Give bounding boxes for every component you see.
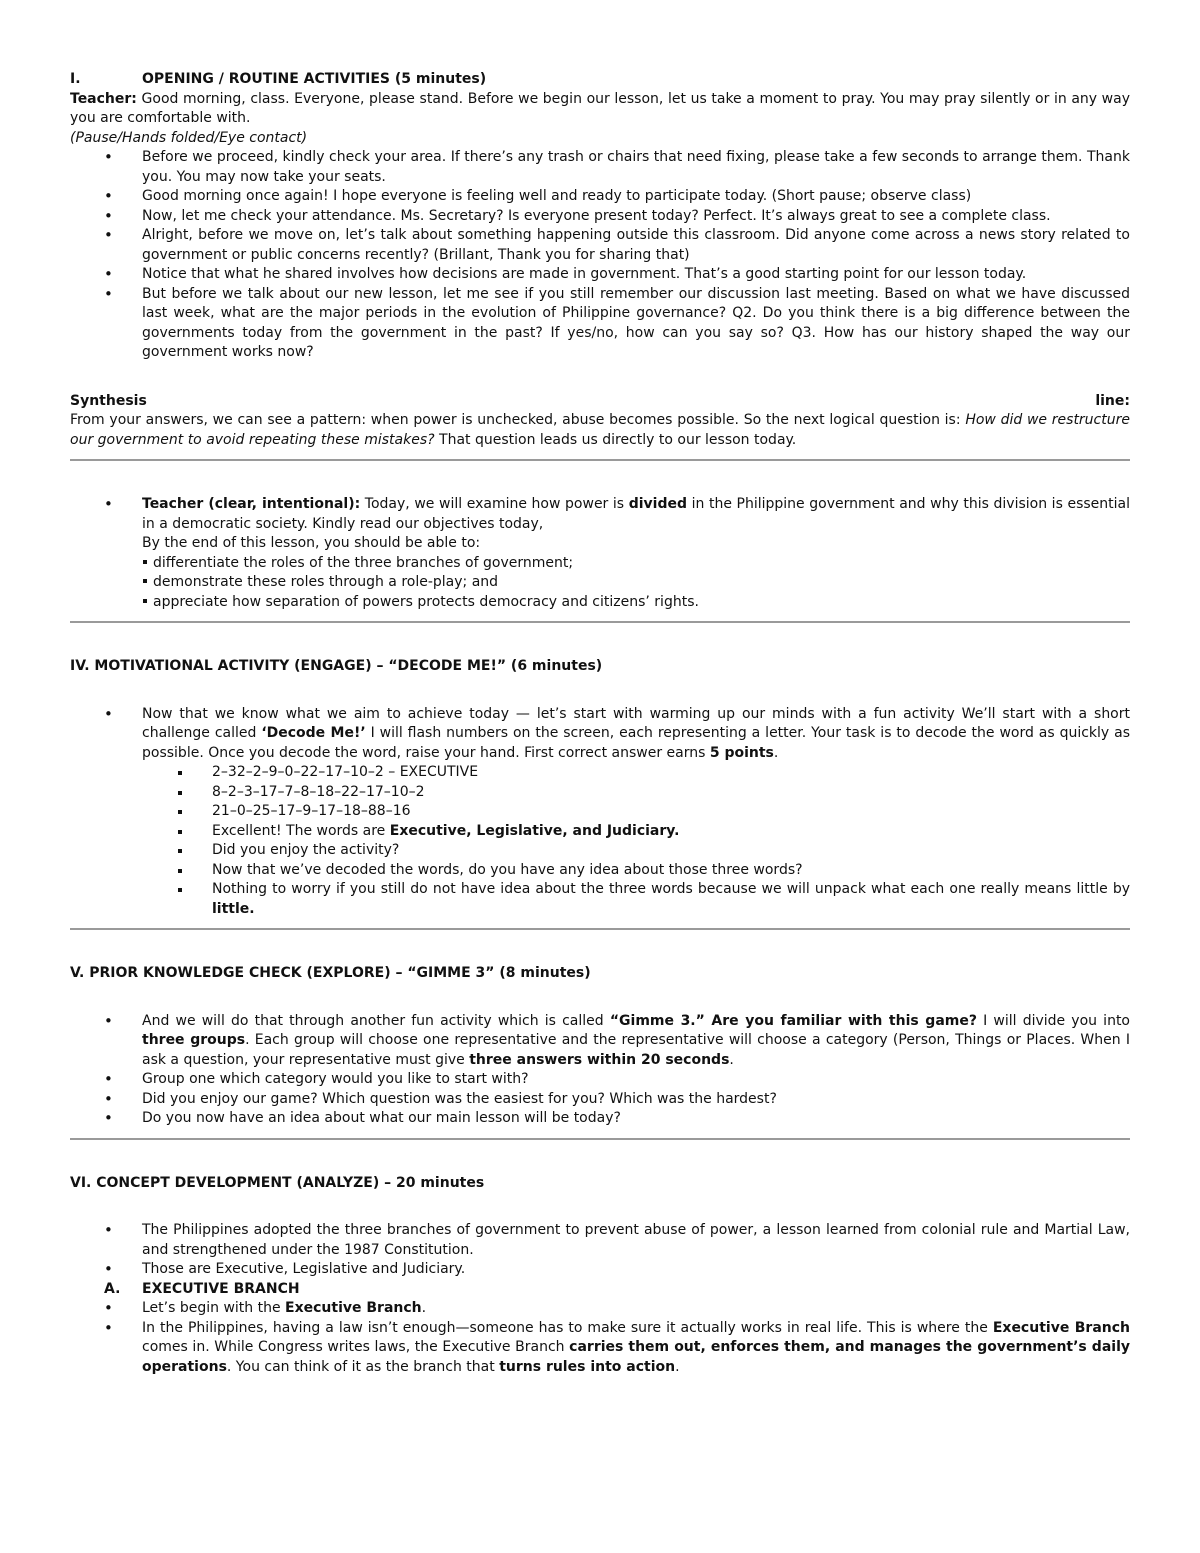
list-item: • Before we proceed, kindly check your area. If there’s any trash or chairs that need fixing, please take a few seconds to arrange them. Thank you. You may now take your seats.: [70, 148, 1130, 187]
executive-bullets: [70, 1299, 1130, 1377]
list-item: [70, 1319, 1130, 1378]
subsection-letter: A.: [104, 1280, 121, 1297]
pause-note: (Pause/Hands folded/Eye contact): [70, 129, 308, 146]
section-motivation-heading: IV. MOTIVATIONAL ACTIVITY (ENGAGE) – “DECODE ME!” (6 minutes): [70, 658, 603, 674]
objective-text: demonstrate these roles through a role-play; and: [153, 574, 499, 590]
three-words: Executive, Legislative, and Judiciary.: [389, 822, 680, 839]
list-item: • Did you enjoy our game? Which question was the easiest for you? Which was the hardest?: [70, 1090, 1130, 1110]
list-item: • Notice that what he shared involves how decisions are made in government. That’s a good starting point for our lesson today.: [70, 265, 1130, 285]
section-prior-heading: V. PRIOR KNOWLEDGE CHECK (EXPLORE) – “GIMME 3” (8 minutes): [70, 965, 591, 981]
concept-bullets: [70, 1221, 1130, 1280]
list-item: • Group one which category would you like to start with?: [70, 1070, 1130, 1090]
three-groups: three groups: [142, 1032, 246, 1048]
objective-text: appreciate how separation of powers protects democracy and citizens’ rights.: [153, 593, 699, 610]
prior-text-b: I will divide you into: [976, 1012, 1130, 1029]
executive-branch-bold: Executive Branch: [992, 1319, 1130, 1336]
text: Let’s begin with the: [142, 1300, 286, 1316]
objective-line: [142, 554, 1130, 574]
list-item: • Now, let me check your attendance. Ms. Secretary? Is everyone present today? Perfect. It’s always great to see a complete class.: [70, 207, 1130, 227]
objective-text: differentiate the roles of the three branches of government;: [153, 554, 574, 571]
text: . You can think of it as the branch that: [226, 1358, 500, 1375]
motivation-bullets: [70, 705, 1130, 764]
text: .: [675, 1358, 680, 1375]
list-item: • Those are Executive, Legislative and Judiciary.: [70, 1260, 1130, 1280]
synthesis-question: How did we restructure our government to avoid repeating these mistakes?: [70, 412, 1130, 448]
list-item: • But before we talk about our new lesson, let me see if you still remember our discussion last meeting. Based on what we have discussed last week, what are the major periods in the evolution of Philippine governance? Q2. Do you think there is a big difference between the governments today from the government in the past? If yes/no, how can you say so? Q3. How has our history shaped the way our government works now?: [70, 285, 1130, 363]
list-item: Did you enjoy the activity?: [70, 841, 1130, 861]
objectives-text-a: Today, we will examine how power is: [360, 496, 629, 512]
synthesis-text-end: That question leads us directly to our lesson today.: [434, 431, 797, 448]
executive-branch-bold: Executive Branch: [285, 1300, 422, 1316]
motivation-text-end: .: [773, 744, 779, 761]
text: .: [421, 1300, 427, 1316]
synthesis-text-a: From your answers, we can see a pattern: when power is unchecked, abuse becomes possible. So the next logical question is:: [70, 412, 966, 428]
section-number: I.: [70, 71, 81, 87]
little-word: little.: [212, 900, 255, 917]
objectives-block: [70, 495, 1130, 612]
code-item: 8–2–3–17–7–8–18–22–17–10–2: [70, 783, 1130, 803]
gimme-3-label: “Gimme 3.” Are you familiar with this game?: [609, 1012, 977, 1029]
text: In the Philippines, having a law isn’t enough—someone has to make sure it actually works in real life. This is where the: [142, 1319, 993, 1336]
motivation-text-a: Now that we know what we aim to achieve today — let’s start with warming up our minds with a fun activity We’ll start with a short challenge called: [142, 705, 1130, 741]
turns-rules-bold: turns rules into action: [499, 1358, 676, 1375]
subsection-title: EXECUTIVE BRANCH: [142, 1280, 300, 1297]
synthesis-label: Synthesis: [70, 392, 147, 409]
executive-branch-heading: [70, 1280, 1130, 1300]
objectives-intro: By the end of this lesson, you should be able to:: [142, 535, 481, 551]
points-label: 5 points: [709, 744, 774, 761]
decode-me-label: ‘Decode Me!’: [261, 725, 366, 741]
teacher-greeting-text: Good morning, class. Everyone, please stand. Before we begin our lesson, let us take a moment to pray. You may pray silently or in any way you are comfortable with.: [70, 90, 1130, 126]
synthesis-heading: [70, 392, 1130, 412]
list-item: • Do you now have an idea about what our main lesson will be today?: [70, 1109, 1130, 1129]
decode-items: [70, 763, 1130, 919]
code-item: 2–32–2–9–0–22–17–10–2 – EXECUTIVE: [70, 763, 1130, 783]
prior-bullets: [70, 1012, 1130, 1129]
three-answers: three answers within 20 seconds: [469, 1051, 730, 1068]
section-title: OPENING / ROUTINE ACTIVITIES (5 minutes): [142, 71, 487, 87]
list-item: [70, 822, 1130, 842]
motivation-text-b: I will flash numbers on the screen, each representing a letter. Your task is to decode the word as quickly as possible. Once you decode the word, raise your hand. First correct answer earns: [142, 725, 1130, 761]
code-item: 21–0–25–17–9–17–18–88–16: [70, 802, 1130, 822]
lesson-plan-page: [70, 70, 1130, 1377]
list-item: • Good morning once again! I hope everyone is feeling well and ready to participate today. (Short pause; observe class): [70, 187, 1130, 207]
executive-duties-bold: carries them out, enforces them, and manages the government’s daily operations: [142, 1339, 1130, 1375]
list-item: [70, 705, 1130, 764]
objectives-item: [70, 495, 1130, 612]
list-item: Now that we’ve decoded the words, do you have any idea about those three words?: [70, 861, 1130, 881]
teacher-greeting: [70, 90, 1130, 129]
excellent-text: Excellent! The words are: [212, 822, 390, 839]
synthesis-line-label: line:: [1095, 392, 1130, 409]
divided-word: divided: [628, 496, 687, 512]
text: comes in. While Congress writes laws, the Executive Branch: [142, 1339, 570, 1355]
objective-line: [142, 593, 1130, 613]
prior-text-a: And we will do that through another fun activity which is called: [142, 1012, 610, 1029]
section-concept-heading: VI. CONCEPT DEVELOPMENT (ANALYZE) – 20 minutes: [70, 1174, 485, 1191]
section-opening-heading: [70, 70, 1130, 90]
teacher-label: Teacher:: [70, 90, 137, 107]
list-item: • Alright, before we move on, let’s talk about something happening outside this classroom. Did anyone come across a news story related to government or public concerns recently? (Brillant, Thank you for sharing that): [70, 226, 1130, 265]
list-item: • The Philippines adopted the three branches of government to prevent abuse of power, a lesson learned from colonial rule and Martial Law, and strengthened under the 1987 Constitution.: [70, 1221, 1130, 1260]
prior-text-c: . Each group will choose one representative and the representative will choose a category (Person, Things or Places. When I ask a question, your representative must give: [142, 1032, 1130, 1068]
teacher-label: Teacher (clear, intentional):: [142, 496, 361, 512]
nothing-text: Nothing to worry if you still do not have idea about the three words because we will unpack what each one really means little by: [212, 881, 1130, 897]
list-item: [70, 1299, 1130, 1319]
synthesis-text: [70, 411, 1130, 450]
prior-text-end: .: [729, 1051, 734, 1068]
list-item: [70, 880, 1130, 919]
objectives-text-b: in the Philippine government and why this division is essential in a democratic society. Kindly read our objectives today,: [142, 496, 1130, 532]
list-item: [70, 1012, 1130, 1071]
opening-bullets: [70, 148, 1130, 363]
objective-line: [142, 573, 1130, 593]
